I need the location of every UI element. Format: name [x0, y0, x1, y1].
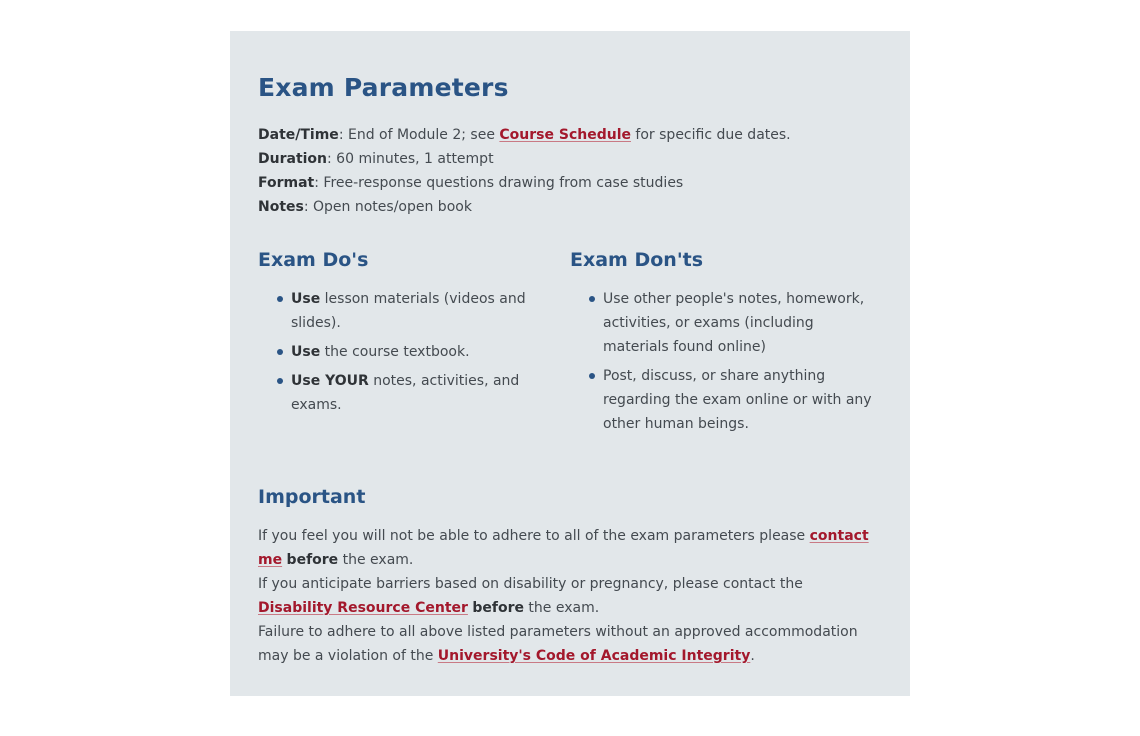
important-text: the exam. [338, 552, 414, 568]
param-date [258, 123, 791, 147]
academic-integrity-link[interactable]: University's Code of Academic Integrity [437, 648, 751, 664]
exam-donts-list [570, 287, 873, 436]
content-panel [230, 31, 910, 696]
list-item-bold: Use YOUR [291, 373, 369, 389]
course-schedule-link[interactable]: Course Schedule [499, 127, 631, 143]
important-bold: before [286, 552, 339, 568]
param-notes-label: Notes [258, 199, 304, 215]
important-paragraph-disability [258, 572, 878, 620]
param-format-text: : Free-response questions drawing from case studies [314, 175, 684, 191]
exam-dos-heading: Exam Do's [258, 249, 369, 271]
param-duration-text: : 60 minutes, 1 attempt [327, 151, 494, 167]
param-duration [258, 147, 791, 171]
param-format [258, 171, 791, 195]
important-text: . [750, 648, 755, 664]
list-item-bold: Use [291, 291, 321, 307]
list-item: Post, discuss, or share anything regarding the exam online or with any other human beings. [603, 364, 873, 436]
important-bold: before [472, 600, 524, 616]
important-paragraph-contact [258, 524, 878, 572]
list-item [291, 369, 551, 417]
important-heading: Important [258, 486, 366, 508]
param-notes-text: : Open notes/open book [303, 199, 472, 215]
param-date-text-end: for specific due dates. [630, 127, 791, 143]
list-item-text: lesson materials (videos and slides). [291, 291, 526, 331]
param-duration-label: Duration [258, 151, 328, 167]
disability-resource-center-link[interactable]: Disability Resource Center [258, 600, 468, 616]
exam-donts-heading: Exam Don'ts [570, 249, 704, 271]
important-text: Failure to adhere to all above listed parameters without an approved accommodation may be a violation of the [258, 624, 858, 664]
param-date-text: : End of Module 2; see [338, 127, 500, 143]
list-item-text: the course textbook. [320, 344, 470, 360]
important-paragraph-integrity [258, 620, 878, 668]
param-date-label: Date/Time [258, 127, 339, 143]
list-item [291, 287, 551, 335]
list-item: Use other people's notes, homework, activities, or exams (including materials found online) [603, 287, 873, 359]
param-format-label: Format [258, 175, 315, 191]
important-text: If you anticipate barriers based on disability or pregnancy, please contact the [258, 576, 803, 592]
exam-dos-section [258, 245, 558, 422]
list-item [291, 340, 551, 364]
important-section [258, 524, 878, 668]
exam-parameters [258, 123, 791, 219]
important-text: If you feel you will not be able to adhere to all of the exam parameters please [258, 528, 810, 544]
exam-donts-section [570, 245, 870, 441]
page-title: Exam Parameters [258, 73, 509, 102]
important-text: the exam. [523, 600, 600, 616]
contact-me-link[interactable]: contact me [258, 528, 869, 568]
list-item-text: notes, activities, and exams. [291, 373, 520, 413]
exam-dos-list [258, 287, 551, 417]
param-notes [258, 195, 791, 219]
list-item-bold: Use [291, 344, 321, 360]
